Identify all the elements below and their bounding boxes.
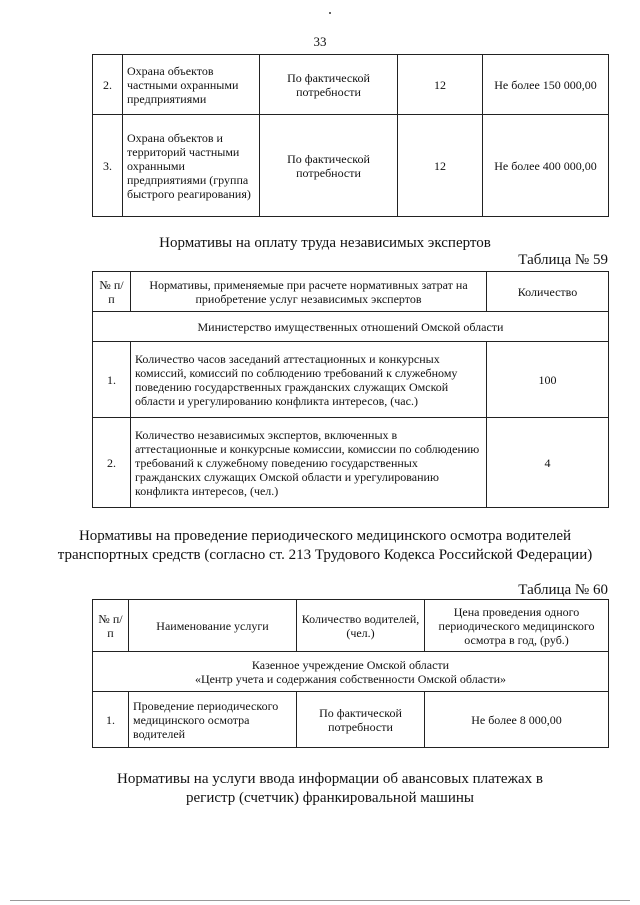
service-qty: 12: [398, 55, 483, 115]
section-59-title: Нормативы на оплату труда независимых экспертов: [159, 235, 491, 251]
table-row: [93, 418, 609, 508]
org-name: Министерство имущественных отношений Омской области: [93, 312, 609, 342]
medical-exam-table: [92, 599, 609, 748]
header-qty: Количество: [487, 272, 609, 312]
norm-qty: 100: [487, 342, 609, 418]
org-row: [93, 652, 609, 692]
security-services-table: [92, 54, 609, 217]
service-basis: По фактической потребности: [260, 115, 398, 217]
org-name-line1: Казенное учреждение Омской области: [251, 657, 450, 672]
row-number: 1.: [93, 692, 129, 748]
service-name: Охрана объектов и территорий частными охранными предприятиями (группа быстрого реагирования): [123, 115, 260, 217]
table-row: [93, 692, 609, 748]
scan-speck: [329, 12, 331, 14]
row-number: 1.: [93, 342, 131, 418]
row-number: 3.: [93, 115, 123, 217]
header-service: Наименование услуги: [129, 600, 297, 652]
service-name: Проведение периодического медицинского осмотра водителей: [129, 692, 297, 748]
org-name-line2: «Центр учета и содержания собственности Омской области»: [194, 671, 507, 686]
row-number: 2.: [93, 418, 131, 508]
service-qty: 12: [398, 115, 483, 217]
experts-table: [92, 271, 609, 508]
row-number: 2.: [93, 55, 123, 115]
table-row: [93, 55, 609, 115]
scan-edge-line: [10, 900, 630, 901]
norm-text: Количество независимых экспертов, включенных в аттестационные и конкурсные комиссии, комиссии по соблюдению требований к служебному поведению государственных гражданских служащих Омской области и урегулированию конфликта интересов, (чел.): [131, 418, 487, 508]
org-row: [93, 312, 609, 342]
service-basis: По фактической потребности: [260, 55, 398, 115]
header-norm: Нормативы, применяемые при расчете нормативных затрат на приобретение услуг независимых экспертов: [131, 272, 487, 312]
header-num: № п/п: [93, 600, 129, 652]
service-price: Не более 150 000,00: [483, 55, 609, 115]
org-name: [93, 652, 609, 692]
section-next-title: Нормативы на услуги ввода информации об авансовых платежах в регистр (счетчик) франкировальной машины: [117, 771, 543, 806]
table-header-row: [93, 600, 609, 652]
drivers-count: По фактической потребности: [297, 692, 425, 748]
service-price: Не более 400 000,00: [483, 115, 609, 217]
norm-text: Количество часов заседаний аттестационных и конкурсных комиссий, комиссий по соблюдению требований к служебному поведению государственных гражданских служащих Омской области и урегулированию конфликта интересов, (час.): [131, 342, 487, 418]
norm-qty: 4: [487, 418, 609, 508]
table-row: [93, 342, 609, 418]
table-header-row: [93, 272, 609, 312]
table-60-label: Таблица № 60: [518, 582, 608, 598]
header-num: № п/п: [93, 272, 131, 312]
service-name: Охрана объектов частными охранными предприятиями: [123, 55, 260, 115]
page-number: 33: [313, 34, 327, 49]
exam-price: Не более 8 000,00: [425, 692, 609, 748]
table-59-label: Таблица № 59: [518, 252, 608, 268]
header-price: Цена проведения одного периодического медицинского осмотра в год, (руб.): [425, 600, 609, 652]
header-drivers: Количество водителей, (чел.): [297, 600, 425, 652]
table-row: [93, 115, 609, 217]
section-60-title: Нормативы на проведение периодического медицинского осмотра водителей транспортных средств (согласно ст. 213 Трудового Кодекса Российской Федерации): [57, 528, 593, 563]
